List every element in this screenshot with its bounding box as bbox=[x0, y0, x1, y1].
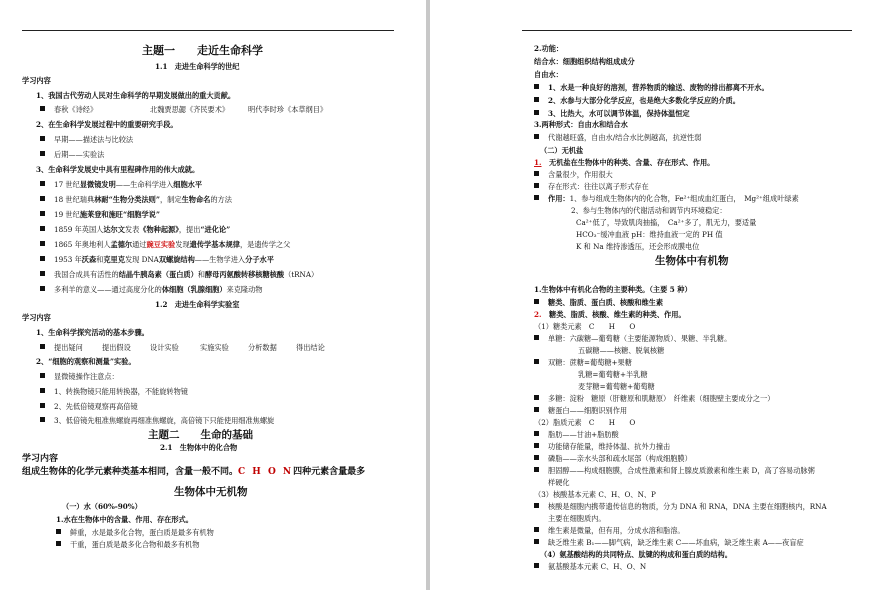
text-line: HCO₃⁻缓冲血液 pH：维持血液一定的 PH 值 bbox=[576, 230, 723, 239]
text-line: 主要在细胞质内。 bbox=[548, 514, 606, 523]
question: 2. 糖类、脂质、核酸、维生素的种类、作用。 bbox=[534, 310, 686, 319]
step-text: 分析数据 bbox=[248, 343, 277, 352]
text-line: （3）核酸基本元素 C、H、O、N、P bbox=[534, 490, 656, 499]
list-item: 18 世纪瑞典林耐“生物分类法则”，制定生物命名的方法 bbox=[40, 195, 232, 205]
list-item: 2、水参与大部分化学反应，也是绝大多数化学反应的介质。 bbox=[534, 96, 740, 106]
right-page bbox=[430, 0, 888, 590]
subheading: （4）氨基酸结构的共同特点、肽键的构成和蛋白质的结构。 bbox=[540, 550, 732, 559]
list-item: 1、转换物镜只能用转换器，不能旋转物镜 bbox=[40, 387, 188, 397]
question: 1、我国古代劳动人民对生命科学的早期发展做出的重大贡献。 bbox=[36, 91, 236, 100]
subheading: （一）水（60%-90%） bbox=[62, 502, 142, 511]
list-item: 维生素是微量，但有用，分成水溶和脂溶。 bbox=[534, 526, 685, 536]
list-item-text: 北魏贾思勰《齐民要术》 bbox=[150, 105, 230, 114]
study-label: 学习内容 bbox=[22, 76, 51, 85]
list-item: 3、低倍镜先粗准焦螺旋再细准焦螺旋，高倍镜下只能使用细准焦螺旋 bbox=[40, 416, 274, 426]
list-item: 鲜重，水是最多化合物，蛋白质是最多有机物 bbox=[56, 528, 214, 538]
list-item: 作用：1、参与组成生物体内的化合物，Fe²⁺组成血红蛋白， Mg²⁺组成叶绿素 bbox=[534, 194, 799, 204]
list-item: 多利羊的意义——通过高度分化的体细胞（乳腺细胞）来克隆动物 bbox=[40, 285, 262, 295]
list-item: 1859 年英国人达尔文发表《物种起源》，提出“进化论” bbox=[40, 225, 230, 235]
text-line: K 和 Na 维持渗透压，还会形成膜电位 bbox=[576, 242, 700, 251]
list-item: 缺乏维生素 B₁——脚气病，缺乏维生素 C——坏血病，缺乏维生素 A——夜盲症 bbox=[534, 538, 804, 548]
list-item: 糖类、脂质、蛋白质、核酸和维生素 bbox=[534, 298, 663, 308]
list-item: 胆固醇——构成细胞膜，合成性激素和肾上腺皮质激素和维生素 D，高了容易动脉粥 bbox=[534, 466, 815, 476]
step-text: 实施实验 bbox=[200, 343, 229, 352]
section-heading: 2.1 生物体中的化合物 bbox=[160, 443, 238, 452]
question: 2、在生命科学发展过程中的重要研究手段。 bbox=[36, 120, 178, 129]
text-line: 自由水： bbox=[534, 70, 563, 79]
study-label: 学习内容 bbox=[22, 313, 51, 322]
step-text: 设计实验 bbox=[150, 343, 179, 352]
text-line: Ca²⁺低了，导致肌肉抽搐， Ca²⁺多了，肌无力，要适量 bbox=[576, 218, 757, 227]
left-page bbox=[0, 0, 426, 590]
list-item: 1、水是一种良好的溶剂，营养物质的输送、废物的排出都离不开水。 bbox=[534, 83, 769, 93]
list-item: 提出疑问 bbox=[40, 343, 83, 353]
question: 3、生命科学发展史中具有里程碑作用的伟大成就。 bbox=[36, 165, 200, 174]
step-text: 得出结论 bbox=[296, 343, 325, 352]
question: 1.生物体中有机化合物的主要种类。（主要 5 种） bbox=[534, 285, 692, 294]
list-item: 后期——实验法 bbox=[40, 150, 104, 160]
text-line: 样硬化 bbox=[548, 478, 570, 487]
chapter-title: 主题二 生命的基础 bbox=[148, 429, 253, 441]
section-heading: 1.1 走进生命科学的世纪 bbox=[155, 62, 240, 71]
section-heading: 1.2 走进生命科学实验室 bbox=[155, 300, 240, 309]
list-item: 早期——描述法与比较法 bbox=[40, 135, 133, 145]
list-item: 我国合成具有活性的结晶牛胰岛素（蛋白质）和酵母丙氨酸转移核糖核酸（tRNA） bbox=[40, 270, 318, 280]
list-item: 1953 年沃森和克里克发现 DNA双螺旋结构——生物学进入分子水平 bbox=[40, 255, 274, 265]
list-item: 双糖：蔗糖=葡萄糖+果糖 bbox=[534, 358, 632, 368]
text-line: 五碳糖——核糖、脱氧核糖 bbox=[578, 346, 665, 355]
text-line: 结合水：细胞组织结构组成成分 bbox=[534, 57, 635, 66]
text-line: 2、参与生物体内的代谢活动和调节内环境稳定： bbox=[571, 206, 727, 215]
list-item: 1865 年奥地利人孟德尔通过豌豆实验发现遗传学基本规律，是遗传学之父 bbox=[40, 240, 290, 250]
list-item: 磷脂——亲水头部和疏水尾部（构成细胞膜） bbox=[534, 454, 692, 464]
list-item: 19 世纪施莱登和施旺“细胞学说” bbox=[40, 210, 160, 220]
chapter-title: 生物体中有机物 bbox=[655, 255, 729, 267]
list-item: 氨基酸基本元素 C、H、O、N bbox=[534, 562, 646, 572]
list-item: 显微镜操作注意点： bbox=[40, 372, 119, 382]
question: 1.水在生物体中的含量、作用、存在形式。 bbox=[56, 515, 193, 524]
step-text: 提出假设 bbox=[102, 343, 131, 352]
list-item: 脂肪——甘油+脂肪酸 bbox=[534, 430, 619, 440]
list-item: 单糖：六碳糖—葡萄糖（主要能源物质）、果糖、半乳糖。 bbox=[534, 334, 731, 344]
question: 1、生命科学探究活动的基本步骤。 bbox=[36, 328, 149, 337]
list-item: 3、比热大，水可以调节体温，保持体温恒定 bbox=[534, 109, 690, 119]
list-item-text: 明代李时珍《本草纲目》 bbox=[248, 105, 328, 114]
subheading: （二）无机盐 bbox=[540, 146, 584, 155]
text-line: （1）糖类元素 C H O bbox=[534, 322, 636, 331]
page-title: 主题一 走近生命科学 bbox=[142, 44, 263, 57]
header-rule bbox=[22, 30, 394, 31]
list-item: 17 世纪显微镜发明——生命科学进入细胞水平 bbox=[40, 180, 202, 190]
elements-statement: 组成生物体的化学元素种类基本相同，含量一般不同。C H O N四种元素含量最多 bbox=[22, 467, 366, 477]
question: 1. 无机盐在生物体中的种类、含量、存在形式、作用。 bbox=[534, 158, 715, 167]
list-item: 功能储存能量，维持体温、抗外力撞击 bbox=[534, 442, 670, 452]
list-item: 干重，蛋白质是最多化合物和最多有机物 bbox=[56, 540, 199, 550]
list-item: 代谢越旺盛，自由水/结合水比例越高，抗逆性弱 bbox=[534, 133, 701, 143]
list-item: 核酸是细胞内携带遗传信息的物质，分为 DNA 和 RNA，DNA 主要在细胞核内，RNA bbox=[534, 502, 827, 512]
list-item: 糖蛋白——细胞识别作用 bbox=[534, 406, 627, 416]
subheading: 3.两种形式：自由水和结合水 bbox=[534, 120, 628, 129]
list-item: 2、先低倍镜观察再高倍镜 bbox=[40, 402, 138, 412]
list-item: 含量很少，作用很大 bbox=[534, 170, 613, 180]
text-line: （2）脂质元素 C H O bbox=[534, 418, 636, 427]
subheading: 2.功能： bbox=[534, 44, 564, 53]
question: 2、“细胞的观察和测量”实验。 bbox=[36, 357, 136, 366]
chapter-title: 生物体中无机物 bbox=[174, 486, 248, 498]
list-item: 春秋《诗经》 bbox=[40, 105, 97, 115]
list-item: 多糖：淀粉 糖原（肝糖原和肌糖原） 纤维素（细胞壁主要成分之一） bbox=[534, 394, 774, 404]
list-item: 存在形式：往往以离子形式存在 bbox=[534, 182, 649, 192]
header-rule bbox=[522, 30, 852, 31]
study-label: 学习内容 bbox=[22, 454, 59, 464]
text-line: 麦芽糖=葡萄糖+葡萄糖 bbox=[578, 382, 655, 391]
text-line: 乳糖=葡萄糖+半乳糖 bbox=[578, 370, 648, 379]
